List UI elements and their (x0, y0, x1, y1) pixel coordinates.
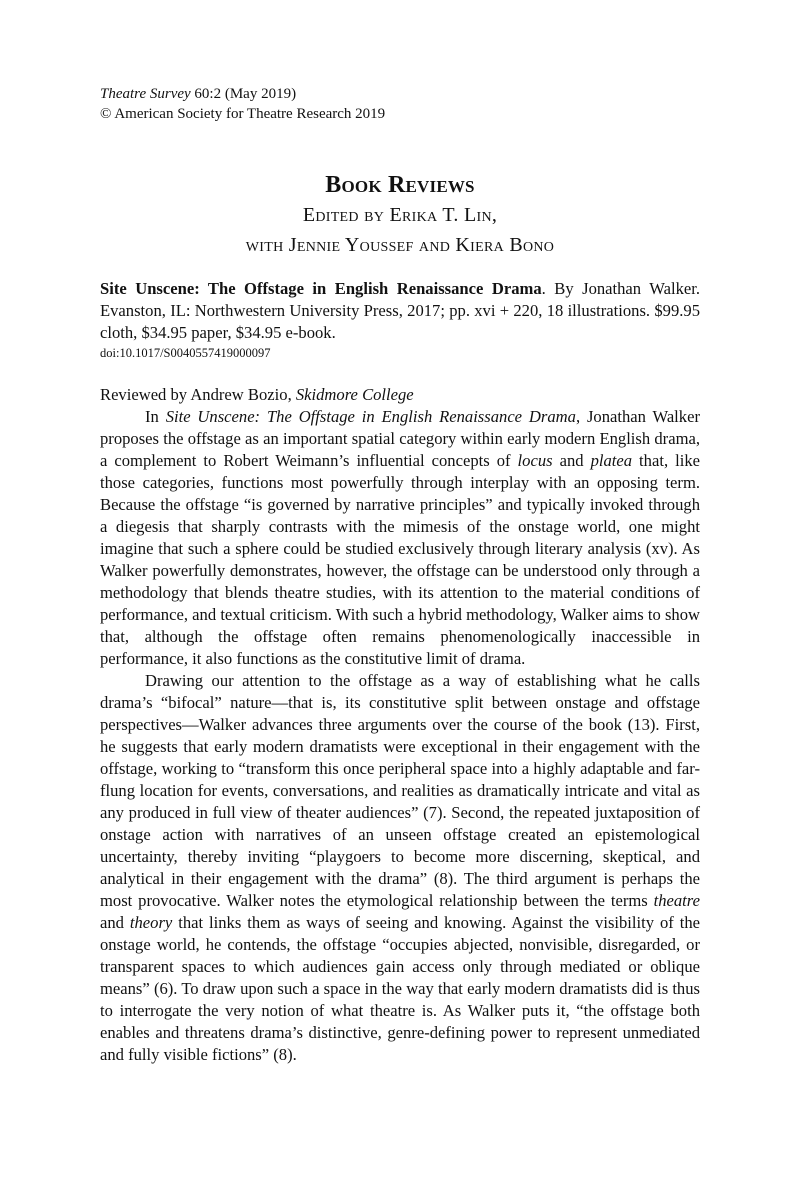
reviewer-affiliation: Skidmore College (295, 385, 414, 404)
book-title: Site Unscene: The Offstage in English Renaissance Drama (100, 279, 542, 298)
book-citation (100, 278, 700, 344)
text-run: that links them as ways of seeing and knowing. Against the visibility of the onstage world, he contends, the offstage “occupies abjected, nonvisible, disregarded, or transparent spaces to which audiences gain access only through mediated or oblique means” (6). To draw upon such a space in the way that early modern dramatists did is thus to interrogate the very notion of what theatre is. As Walker puts it, “the offstage both enables and threatens drama’s distinctive, genre-defining power to represent unmediated and fully visible fictions” (8). (100, 913, 700, 1064)
italic-run: theatre (653, 891, 700, 910)
paragraph-1 (100, 406, 700, 670)
journal-header (100, 84, 700, 124)
review-body (100, 406, 700, 1066)
text-run: and (552, 451, 591, 470)
book-details: . By Jonathan Walker. Evanston, IL: Northwestern University Press, 2017; pp. xvi + 220, 18 illustrations. $99.95 cloth, $34.95 paper, $34.95 e-book. (100, 279, 701, 342)
text-run: Drawing our attention to the offstage as a way of establishing what he calls drama’s “bifocal” nature—that is, its constitutive split between onstage and offstage perspectives—Walker advances three arguments over the course of the book (13). First, he suggests that early modern dramatists were exceptional in their engagement with the offstage, working to “transform this once peripheral space into a highly adaptable and far-flung location for events, conversations, and realities as dramatically intricate and vital as any produced in full view of theater audiences” (7). Second, the repeated juxtaposition of onstage action with narratives of an unseen offstage created an epistemological uncertainty, thereby inviting “playgoers to become more discerning, skeptical, and analytical in their engagement with the drama” (8). The third argument is perhaps the most provocative. Walker notes the etymological relationship between the terms (100, 671, 700, 910)
editors-line-1: Edited by Erika T. Lin, (302, 204, 498, 226)
journal-name: Theatre Survey (100, 86, 191, 102)
italic-run: Site Unscene: The Offstage in English Renaissance Drama (165, 407, 576, 426)
italic-run: platea (590, 451, 633, 470)
text-run: , Jonathan Walker proposes the offstage as an important spatial category within early modern English drama, a complement to Robert Weimann’s influential concepts of (100, 407, 700, 470)
italic-run: theory (129, 913, 173, 932)
reviewer-line (100, 384, 700, 406)
reviewer-name: Reviewed by Andrew Bozio, (100, 385, 296, 404)
text-run: In (145, 407, 166, 426)
italic-run: locus (517, 451, 553, 470)
journal-citation (100, 84, 700, 104)
section-title: Book Reviews (325, 172, 475, 198)
editors-line-2: with Jennie Youssef and Kiera Bono (245, 234, 555, 256)
article-page (100, 84, 700, 1066)
text-run: and (100, 913, 130, 932)
paragraph-2 (100, 670, 700, 1066)
text-run: that, like those categories, functions most powerfully through interplay with an opposing term. Because the offstage “is governed by narrative principles” and typically invoked through a diegesis that sharply contrasts with the mimesis of the onstage world, one might imagine that such a sphere could be studied exclusively through literary analysis (xv). As Walker powerfully demonstrates, however, the offstage can be understood only through a methodology that blends theatre studies, with its attention to the material conditions of performance, and textual criticism. With such a hybrid methodology, Walker aims to show that, although the offstage often remains phenomenologically inaccessible in performance, it also functions as the constitutive limit of drama. (100, 451, 700, 668)
section-heading (100, 170, 700, 260)
doi: doi:10.1017/S0040557419000097 (100, 346, 271, 360)
copyright-line: © American Society for Theatre Research 2019 (100, 106, 386, 122)
journal-issue: 60:2 (May 2019) (190, 86, 297, 102)
